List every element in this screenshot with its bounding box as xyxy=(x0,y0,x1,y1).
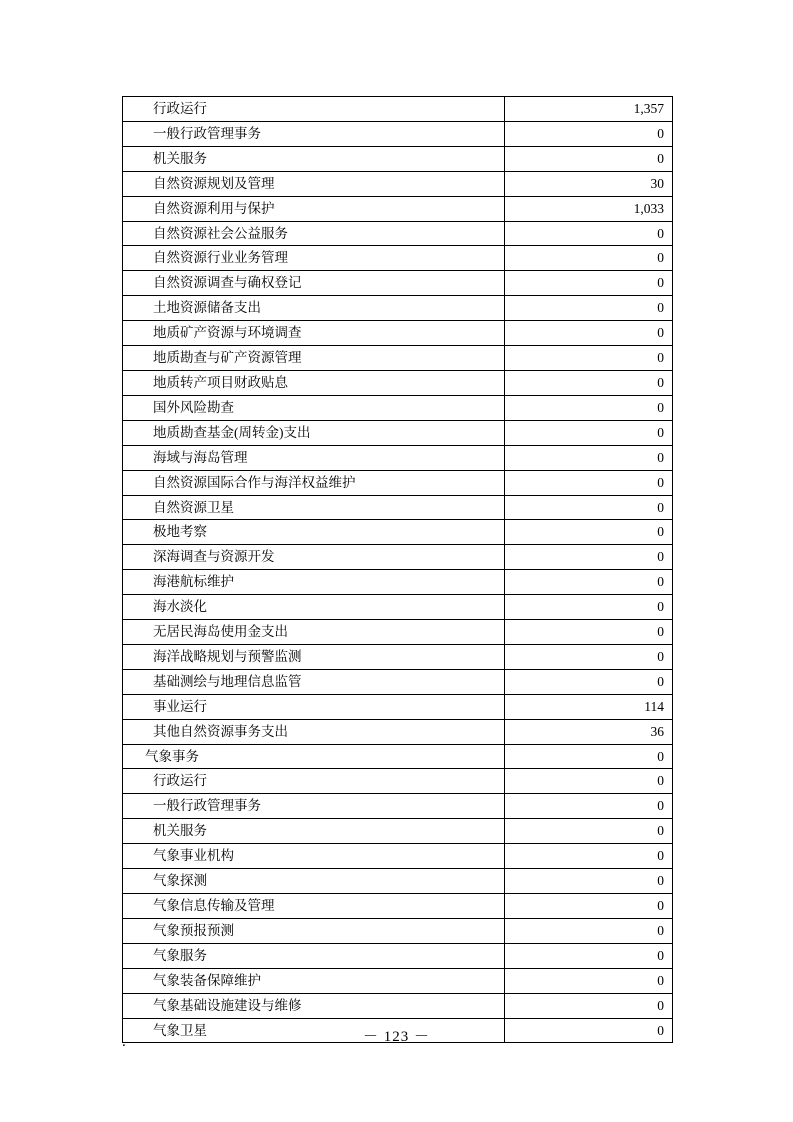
row-item-value: 1,033 xyxy=(505,196,673,221)
table-row xyxy=(123,296,673,321)
row-item-name: 自然资源社会公益服务 xyxy=(123,221,505,246)
row-item-value: 0 xyxy=(505,246,673,271)
budget-expenditure-table xyxy=(122,96,673,1043)
table-row xyxy=(123,694,673,719)
table-body xyxy=(123,97,673,1043)
row-item-name: 气象装备保障维护 xyxy=(123,968,505,993)
row-item-name: 气象事业机构 xyxy=(123,844,505,869)
table-row xyxy=(123,146,673,171)
row-item-value: 0 xyxy=(505,370,673,395)
row-item-name: 极地考察 xyxy=(123,520,505,545)
table-row xyxy=(123,495,673,520)
row-item-value: 0 xyxy=(505,744,673,769)
row-item-name: 气象探测 xyxy=(123,869,505,894)
row-item-name: 一般行政管理事务 xyxy=(123,794,505,819)
table-row xyxy=(123,844,673,869)
row-item-name: 海港航标维护 xyxy=(123,570,505,595)
table-row xyxy=(123,595,673,620)
row-item-name: 其他自然资源事务支出 xyxy=(123,719,505,744)
table-row xyxy=(123,869,673,894)
row-item-name: 气象卫星 xyxy=(123,1018,505,1043)
table-row xyxy=(123,918,673,943)
row-item-value: 0 xyxy=(505,470,673,495)
row-item-value: 0 xyxy=(505,943,673,968)
table-row xyxy=(123,520,673,545)
row-item-value: 0 xyxy=(505,321,673,346)
row-item-value: 0 xyxy=(505,844,673,869)
row-item-value: 0 xyxy=(505,271,673,296)
table-row xyxy=(123,395,673,420)
row-item-name: 自然资源利用与保护 xyxy=(123,196,505,221)
row-item-name: 气象基础设施建设与维修 xyxy=(123,993,505,1018)
row-item-value: 0 xyxy=(505,346,673,371)
row-item-name: 地质矿产资源与环境调查 xyxy=(123,321,505,346)
table-row xyxy=(123,271,673,296)
row-item-name: 行政运行 xyxy=(123,97,505,122)
row-item-name: 气象事务 xyxy=(123,744,505,769)
row-item-value: 0 xyxy=(505,520,673,545)
row-item-value: 0 xyxy=(505,495,673,520)
row-item-value: 0 xyxy=(505,644,673,669)
table-row xyxy=(123,794,673,819)
row-item-name: 地质勘查基金(周转金)支出 xyxy=(123,420,505,445)
table-row xyxy=(123,993,673,1018)
row-item-name: 自然资源国际合作与海洋权益维护 xyxy=(123,470,505,495)
table-row xyxy=(123,620,673,645)
row-item-name: 国外风险勘查 xyxy=(123,395,505,420)
row-item-name: 机关服务 xyxy=(123,819,505,844)
row-item-value: 0 xyxy=(505,669,673,694)
row-item-name: 土地资源储备支出 xyxy=(123,296,505,321)
table-row xyxy=(123,570,673,595)
row-item-value: 0 xyxy=(505,445,673,470)
table-row xyxy=(123,246,673,271)
footer-mark: . xyxy=(122,1034,126,1050)
row-item-value: 0 xyxy=(505,570,673,595)
row-item-value: 114 xyxy=(505,694,673,719)
table-row xyxy=(123,121,673,146)
table-row xyxy=(123,321,673,346)
row-item-value: 0 xyxy=(505,794,673,819)
row-item-value: 0 xyxy=(505,1018,673,1043)
row-item-name: 海水淡化 xyxy=(123,595,505,620)
row-item-value: 0 xyxy=(505,819,673,844)
table-row xyxy=(123,196,673,221)
row-item-value: 0 xyxy=(505,146,673,171)
row-item-value: 0 xyxy=(505,545,673,570)
row-item-value: 0 xyxy=(505,894,673,919)
row-item-name: 自然资源调查与确权登记 xyxy=(123,271,505,296)
table-row xyxy=(123,420,673,445)
row-item-name: 机关服务 xyxy=(123,146,505,171)
row-item-name: 自然资源规划及管理 xyxy=(123,171,505,196)
row-item-name: 基础测绘与地理信息监管 xyxy=(123,669,505,694)
table-row xyxy=(123,221,673,246)
row-item-name: 自然资源行业业务管理 xyxy=(123,246,505,271)
row-item-name: 海洋战略规划与预警监测 xyxy=(123,644,505,669)
row-item-name: 事业运行 xyxy=(123,694,505,719)
row-item-name: 地质转产项目财政贴息 xyxy=(123,370,505,395)
table-row xyxy=(123,445,673,470)
row-item-value: 0 xyxy=(505,993,673,1018)
row-item-name: 深海调查与资源开发 xyxy=(123,545,505,570)
row-item-value: 0 xyxy=(505,395,673,420)
row-item-value: 0 xyxy=(505,595,673,620)
table-row xyxy=(123,943,673,968)
table-row xyxy=(123,171,673,196)
row-item-value: 0 xyxy=(505,296,673,321)
row-item-name: 行政运行 xyxy=(123,769,505,794)
row-item-name: 无居民海岛使用金支出 xyxy=(123,620,505,645)
row-item-value: 0 xyxy=(505,121,673,146)
table-row xyxy=(123,769,673,794)
row-item-value: 0 xyxy=(505,620,673,645)
row-item-value: 30 xyxy=(505,171,673,196)
row-item-name: 海域与海岛管理 xyxy=(123,445,505,470)
table-row xyxy=(123,346,673,371)
row-item-value: 0 xyxy=(505,918,673,943)
row-item-value: 0 xyxy=(505,869,673,894)
table-row xyxy=(123,719,673,744)
table-row xyxy=(123,470,673,495)
table-row xyxy=(123,968,673,993)
table-row xyxy=(123,97,673,122)
row-item-value: 36 xyxy=(505,719,673,744)
page-number: － 123 － xyxy=(362,1029,430,1045)
row-item-name: 一般行政管理事务 xyxy=(123,121,505,146)
table-row xyxy=(123,644,673,669)
row-item-name: 气象服务 xyxy=(123,943,505,968)
row-item-name: 地质勘查与矿产资源管理 xyxy=(123,346,505,371)
table-row xyxy=(123,894,673,919)
row-item-name: 气象预报预测 xyxy=(123,918,505,943)
row-item-value: 0 xyxy=(505,221,673,246)
table-row xyxy=(123,819,673,844)
table-row xyxy=(123,370,673,395)
row-item-value: 0 xyxy=(505,769,673,794)
table-row xyxy=(123,744,673,769)
row-item-value: 0 xyxy=(505,420,673,445)
table-row xyxy=(123,669,673,694)
row-item-name: 自然资源卫星 xyxy=(123,495,505,520)
row-item-value: 1,357 xyxy=(505,97,673,122)
row-item-name: 气象信息传输及管理 xyxy=(123,894,505,919)
table-row xyxy=(123,545,673,570)
row-item-value: 0 xyxy=(505,968,673,993)
